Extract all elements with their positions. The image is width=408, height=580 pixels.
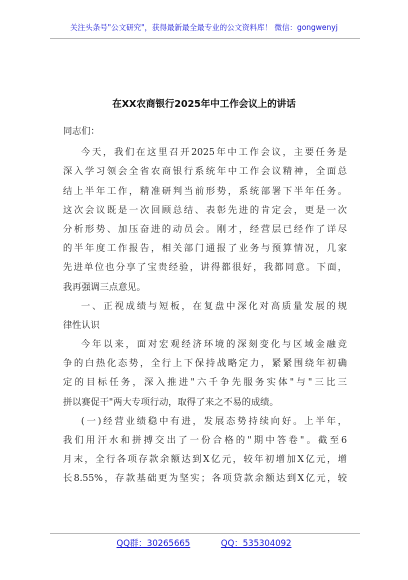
paragraph-line: 定的目标任务，深入推进"六千争先服务实体"与"三比三 [63,377,347,389]
header-banner: 关注头条号"公文研究"，获得最新最全最专业的公文资料库！ 微信：gongwenyj [70,23,338,32]
header-divider [50,38,360,39]
document-body [63,122,347,489]
paragraph-line: (一)经营业绩稳中有进，发展态势持续向好。上半年， [81,415,347,427]
footer-qq[interactable]: QQ：535304092 [220,539,292,549]
paragraph-line: 先进单位也分享了宝贵经验，讲得都很好，我都同意。下面， [63,262,347,274]
section-heading-line: 律性认识 [63,319,100,331]
paragraph-line: 争的白热化态势，全行上下保持战略定力，紧紧围绕年初确 [63,358,347,370]
footer-contacts [0,537,408,549]
paragraph-line: 长8.55%，存款基础更为坚实；各项贷款余额达到X亿元，较 [63,473,347,485]
footer-qq-group[interactable]: QQ群：30265665 [116,539,191,549]
paragraph-line: 深入学习领会全省农商银行系统年中工作会议精神，全面总 [63,166,347,178]
paragraph-line: 我们用汗水和拼搏交出了一份合格的"期中答卷"。截至6 [63,435,347,446]
paragraph-line: 月末，全行各项存款余额达到X亿元，较年初增加X亿元，增 [63,454,347,466]
paragraph-line: 分析形势、加压奋进的动员会。刚才，经营层已经作了详尽 [63,223,347,235]
paragraph-line: 的半年度工作报告，相关部门通报了业务与预算情况，几家 [63,243,347,255]
paragraph-line: 今天，我们在这里召开2025年中工作会议，主要任务是 [81,147,347,159]
paragraph-line: 这次会议既是一次回顾总结、表彰先进的肯定会，更是一次 [63,204,347,216]
section-heading-line: 一、正视成绩与短板，在复盘中深化对高质量发展的规 [81,300,347,312]
paragraph-line: 拼以赛促干"两大专项行动，取得了来之不易的成绩。 [63,396,279,408]
paragraph-line: 结上半年工作，精准研判当前形势，系统部署下半年任务。 [63,185,347,197]
paragraph-line: 今年以来，面对宏观经济环境的深刻变化与区域金融竞 [81,339,347,351]
footer-divider [50,533,360,534]
document-title: 在XX农商银行2025年中工作会议上的讲话 [112,99,296,110]
paragraph-line: 我再强调三点意见。 [63,281,146,293]
salutation: 同志们： [63,126,100,137]
